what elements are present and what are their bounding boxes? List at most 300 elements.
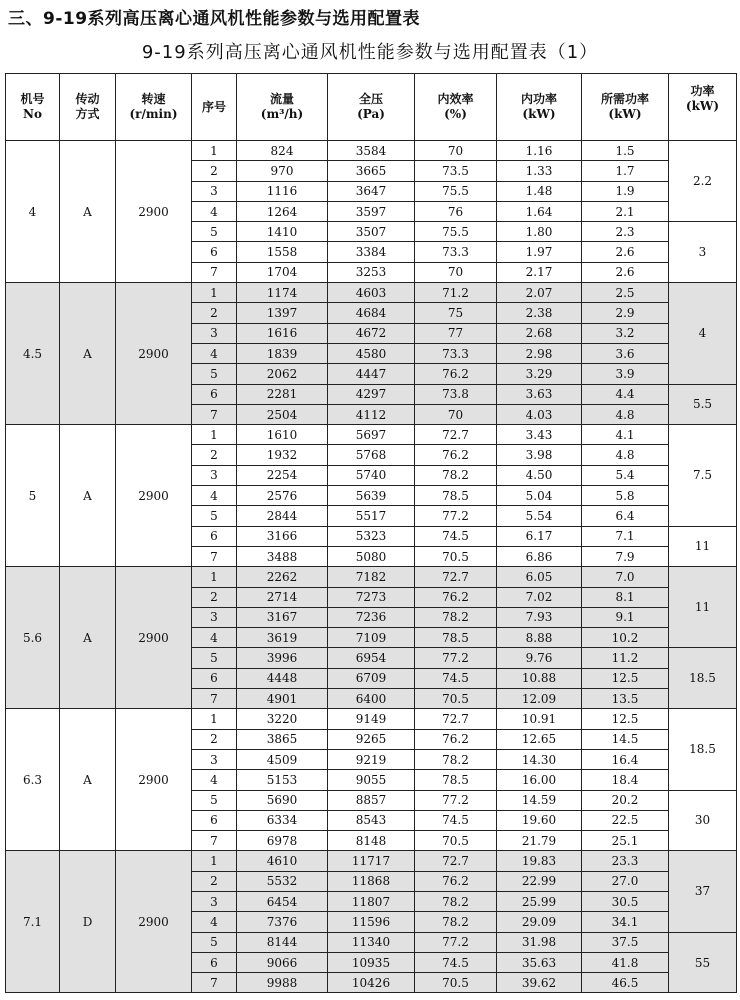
cell-flow: 6978 xyxy=(237,831,328,851)
cell-flow: 4610 xyxy=(237,851,328,871)
cell-flow: 5690 xyxy=(237,790,328,810)
cell-internal-power: 5.04 xyxy=(497,486,582,506)
cell-required-power: 10.2 xyxy=(582,628,669,648)
cell-efficiency: 72.7 xyxy=(415,851,497,871)
cell-internal-power: 1.80 xyxy=(497,222,582,242)
cell-efficiency: 72.7 xyxy=(415,567,497,587)
cell-flow: 1932 xyxy=(237,445,328,465)
cell-fan-no: 6.3 xyxy=(6,709,60,851)
cell-efficiency: 73.5 xyxy=(415,161,497,181)
cell-efficiency: 75 xyxy=(415,303,497,323)
header-required-power: 所需功率 (kW) xyxy=(582,74,669,141)
cell-fan-no: 5.6 xyxy=(6,567,60,709)
cell-internal-power: 19.60 xyxy=(497,810,582,830)
cell-seq: 3 xyxy=(192,323,237,343)
cell-pressure: 11340 xyxy=(328,932,415,952)
cell-seq: 5 xyxy=(192,506,237,526)
cell-required-power: 7.1 xyxy=(582,526,669,546)
cell-flow: 1174 xyxy=(237,283,328,303)
cell-internal-power: 4.50 xyxy=(497,465,582,485)
cell-motor-power: 37 xyxy=(669,851,737,932)
cell-required-power: 34.1 xyxy=(582,912,669,932)
cell-seq: 1 xyxy=(192,567,237,587)
cell-internal-power: 7.02 xyxy=(497,587,582,607)
cell-motor-power: 5.5 xyxy=(669,384,737,425)
cell-required-power: 12.5 xyxy=(582,709,669,729)
cell-efficiency: 76.2 xyxy=(415,587,497,607)
cell-seq: 7 xyxy=(192,546,237,566)
cell-pressure: 4297 xyxy=(328,384,415,404)
cell-seq: 1 xyxy=(192,425,237,445)
cell-efficiency: 78.2 xyxy=(415,912,497,932)
cell-required-power: 9.1 xyxy=(582,607,669,627)
cell-pressure: 7236 xyxy=(328,607,415,627)
cell-efficiency: 70 xyxy=(415,141,497,161)
cell-flow: 1410 xyxy=(237,222,328,242)
cell-required-power: 27.0 xyxy=(582,871,669,891)
cell-motor-power: 11 xyxy=(669,567,737,648)
cell-motor-power: 3 xyxy=(669,222,737,283)
cell-flow: 9066 xyxy=(237,952,328,972)
cell-efficiency: 72.7 xyxy=(415,709,497,729)
cell-internal-power: 6.86 xyxy=(497,546,582,566)
cell-pressure: 5323 xyxy=(328,526,415,546)
cell-efficiency: 78.5 xyxy=(415,770,497,790)
cell-required-power: 2.6 xyxy=(582,242,669,262)
cell-required-power: 46.5 xyxy=(582,973,669,993)
cell-seq: 4 xyxy=(192,912,237,932)
cell-required-power: 1.9 xyxy=(582,181,669,201)
cell-internal-power: 2.98 xyxy=(497,343,582,363)
cell-internal-power: 5.54 xyxy=(497,506,582,526)
cell-internal-power: 10.91 xyxy=(497,709,582,729)
header-efficiency: 内效率 (%) xyxy=(415,74,497,141)
cell-efficiency: 73.3 xyxy=(415,343,497,363)
cell-seq: 6 xyxy=(192,952,237,972)
cell-flow: 3619 xyxy=(237,628,328,648)
header-motor-power: 功率 (kW) xyxy=(669,74,737,141)
cell-internal-power: 31.98 xyxy=(497,932,582,952)
cell-required-power: 6.4 xyxy=(582,506,669,526)
cell-seq: 4 xyxy=(192,770,237,790)
header-seq: 序号 xyxy=(192,74,237,141)
header-internal-power: 内功率 (kW) xyxy=(497,74,582,141)
cell-required-power: 5.8 xyxy=(582,486,669,506)
cell-flow: 2281 xyxy=(237,384,328,404)
cell-speed: 2900 xyxy=(116,851,192,993)
cell-internal-power: 12.09 xyxy=(497,689,582,709)
cell-required-power: 7.0 xyxy=(582,567,669,587)
cell-required-power: 4.8 xyxy=(582,404,669,424)
cell-efficiency: 70 xyxy=(415,262,497,282)
cell-seq: 3 xyxy=(192,181,237,201)
cell-fan-no: 5 xyxy=(6,425,60,567)
cell-required-power: 16.4 xyxy=(582,749,669,769)
table-row xyxy=(6,283,737,303)
cell-motor-power: 30 xyxy=(669,790,737,851)
cell-seq: 7 xyxy=(192,262,237,282)
cell-efficiency: 74.5 xyxy=(415,526,497,546)
cell-seq: 5 xyxy=(192,364,237,384)
cell-efficiency: 75.5 xyxy=(415,181,497,201)
cell-seq: 5 xyxy=(192,222,237,242)
cell-internal-power: 16.00 xyxy=(497,770,582,790)
cell-pressure: 11596 xyxy=(328,912,415,932)
cell-seq: 5 xyxy=(192,790,237,810)
cell-flow: 824 xyxy=(237,141,328,161)
cell-drive: A xyxy=(60,709,116,851)
cell-efficiency: 70.5 xyxy=(415,689,497,709)
cell-flow: 3865 xyxy=(237,729,328,749)
cell-speed: 2900 xyxy=(116,425,192,567)
cell-flow: 3996 xyxy=(237,648,328,668)
cell-internal-power: 6.05 xyxy=(497,567,582,587)
cell-flow: 3166 xyxy=(237,526,328,546)
cell-internal-power: 2.38 xyxy=(497,303,582,323)
cell-seq: 4 xyxy=(192,201,237,221)
header-row xyxy=(6,74,737,141)
header-flow: 流量 (m³/h) xyxy=(237,74,328,141)
cell-internal-power: 2.68 xyxy=(497,323,582,343)
cell-flow: 3220 xyxy=(237,709,328,729)
cell-flow: 4448 xyxy=(237,668,328,688)
cell-pressure: 9055 xyxy=(328,770,415,790)
cell-required-power: 22.5 xyxy=(582,810,669,830)
cell-pressure: 6709 xyxy=(328,668,415,688)
cell-required-power: 41.8 xyxy=(582,952,669,972)
cell-pressure: 5697 xyxy=(328,425,415,445)
cell-pressure: 4684 xyxy=(328,303,415,323)
header-no: 机号 No xyxy=(6,74,60,141)
cell-seq: 7 xyxy=(192,831,237,851)
cell-seq: 4 xyxy=(192,628,237,648)
cell-efficiency: 76.2 xyxy=(415,364,497,384)
cell-seq: 1 xyxy=(192,851,237,871)
cell-motor-power: 18.5 xyxy=(669,648,737,709)
table-row xyxy=(6,567,737,587)
cell-efficiency: 70.5 xyxy=(415,973,497,993)
cell-required-power: 30.5 xyxy=(582,891,669,911)
cell-required-power: 7.9 xyxy=(582,546,669,566)
fan-performance-table xyxy=(5,73,737,993)
cell-internal-power: 1.48 xyxy=(497,181,582,201)
cell-pressure: 4112 xyxy=(328,404,415,424)
cell-seq: 5 xyxy=(192,932,237,952)
cell-internal-power: 1.64 xyxy=(497,201,582,221)
cell-efficiency: 73.3 xyxy=(415,242,497,262)
cell-flow: 3167 xyxy=(237,607,328,627)
cell-required-power: 4.1 xyxy=(582,425,669,445)
cell-flow: 6454 xyxy=(237,891,328,911)
cell-seq: 6 xyxy=(192,668,237,688)
cell-seq: 3 xyxy=(192,607,237,627)
cell-drive: A xyxy=(60,567,116,709)
cell-flow: 2062 xyxy=(237,364,328,384)
cell-efficiency: 70.5 xyxy=(415,831,497,851)
cell-pressure: 10935 xyxy=(328,952,415,972)
cell-flow: 1397 xyxy=(237,303,328,323)
cell-required-power: 1.7 xyxy=(582,161,669,181)
cell-seq: 3 xyxy=(192,465,237,485)
cell-flow: 1704 xyxy=(237,262,328,282)
cell-seq: 4 xyxy=(192,486,237,506)
cell-efficiency: 78.2 xyxy=(415,891,497,911)
cell-motor-power: 55 xyxy=(669,932,737,993)
cell-seq: 6 xyxy=(192,384,237,404)
table-row xyxy=(6,709,737,729)
cell-internal-power: 22.99 xyxy=(497,871,582,891)
cell-speed: 2900 xyxy=(116,709,192,851)
cell-internal-power: 9.76 xyxy=(497,648,582,668)
cell-drive: D xyxy=(60,851,116,993)
cell-speed: 2900 xyxy=(116,567,192,709)
cell-required-power: 25.1 xyxy=(582,831,669,851)
cell-flow: 1616 xyxy=(237,323,328,343)
cell-required-power: 3.2 xyxy=(582,323,669,343)
cell-internal-power: 6.17 xyxy=(497,526,582,546)
cell-drive: A xyxy=(60,283,116,425)
cell-efficiency: 74.5 xyxy=(415,952,497,972)
cell-pressure: 3597 xyxy=(328,201,415,221)
cell-flow: 1839 xyxy=(237,343,328,363)
cell-internal-power: 1.16 xyxy=(497,141,582,161)
cell-internal-power: 1.33 xyxy=(497,161,582,181)
cell-speed: 2900 xyxy=(116,283,192,425)
cell-efficiency: 78.2 xyxy=(415,465,497,485)
cell-internal-power: 14.30 xyxy=(497,749,582,769)
cell-seq: 2 xyxy=(192,729,237,749)
cell-pressure: 6954 xyxy=(328,648,415,668)
cell-internal-power: 29.09 xyxy=(497,912,582,932)
header-speed: 转速 (r/min) xyxy=(116,74,192,141)
cell-pressure: 7182 xyxy=(328,567,415,587)
cell-seq: 3 xyxy=(192,749,237,769)
cell-required-power: 2.1 xyxy=(582,201,669,221)
cell-seq: 2 xyxy=(192,587,237,607)
cell-pressure: 8543 xyxy=(328,810,415,830)
cell-motor-power: 2.2 xyxy=(669,141,737,222)
cell-efficiency: 77.2 xyxy=(415,506,497,526)
cell-seq: 7 xyxy=(192,689,237,709)
cell-seq: 1 xyxy=(192,283,237,303)
section-title: 三、9-19系列高压离心通风机性能参数与选用配置表 xyxy=(8,9,421,29)
cell-internal-power: 1.97 xyxy=(497,242,582,262)
cell-efficiency: 77.2 xyxy=(415,648,497,668)
cell-internal-power: 3.29 xyxy=(497,364,582,384)
cell-required-power: 4.4 xyxy=(582,384,669,404)
cell-efficiency: 78.5 xyxy=(415,486,497,506)
cell-pressure: 8857 xyxy=(328,790,415,810)
cell-efficiency: 78.2 xyxy=(415,749,497,769)
cell-flow: 3488 xyxy=(237,546,328,566)
cell-required-power: 1.5 xyxy=(582,141,669,161)
cell-flow: 6334 xyxy=(237,810,328,830)
cell-pressure: 9149 xyxy=(328,709,415,729)
cell-efficiency: 74.5 xyxy=(415,810,497,830)
cell-required-power: 11.2 xyxy=(582,648,669,668)
cell-pressure: 5517 xyxy=(328,506,415,526)
cell-pressure: 5080 xyxy=(328,546,415,566)
cell-internal-power: 2.07 xyxy=(497,283,582,303)
cell-required-power: 23.3 xyxy=(582,851,669,871)
cell-required-power: 37.5 xyxy=(582,932,669,952)
cell-pressure: 11868 xyxy=(328,871,415,891)
cell-pressure: 7273 xyxy=(328,587,415,607)
cell-seq: 3 xyxy=(192,891,237,911)
header-drive: 传动 方式 xyxy=(60,74,116,141)
cell-internal-power: 39.62 xyxy=(497,973,582,993)
cell-required-power: 3.6 xyxy=(582,343,669,363)
cell-efficiency: 78.2 xyxy=(415,607,497,627)
cell-pressure: 9265 xyxy=(328,729,415,749)
cell-motor-power: 11 xyxy=(669,526,737,567)
cell-efficiency: 70.5 xyxy=(415,546,497,566)
cell-seq: 2 xyxy=(192,161,237,181)
cell-pressure: 3507 xyxy=(328,222,415,242)
table-row xyxy=(6,141,737,161)
cell-pressure: 5740 xyxy=(328,465,415,485)
cell-pressure: 6400 xyxy=(328,689,415,709)
cell-required-power: 2.3 xyxy=(582,222,669,242)
cell-internal-power: 12.65 xyxy=(497,729,582,749)
cell-seq: 6 xyxy=(192,526,237,546)
header-pressure: 全压 (Pa) xyxy=(328,74,415,141)
table-body xyxy=(6,141,737,993)
cell-efficiency: 71.2 xyxy=(415,283,497,303)
cell-seq: 5 xyxy=(192,648,237,668)
cell-required-power: 8.1 xyxy=(582,587,669,607)
cell-flow: 1264 xyxy=(237,201,328,221)
cell-pressure: 5768 xyxy=(328,445,415,465)
cell-seq: 2 xyxy=(192,871,237,891)
table-row xyxy=(6,851,737,871)
cell-efficiency: 76.2 xyxy=(415,445,497,465)
cell-efficiency: 72.7 xyxy=(415,425,497,445)
cell-flow: 4901 xyxy=(237,689,328,709)
cell-required-power: 2.9 xyxy=(582,303,669,323)
cell-flow: 7376 xyxy=(237,912,328,932)
cell-internal-power: 19.83 xyxy=(497,851,582,871)
cell-internal-power: 2.17 xyxy=(497,262,582,282)
cell-flow: 2714 xyxy=(237,587,328,607)
cell-pressure: 3253 xyxy=(328,262,415,282)
cell-speed: 2900 xyxy=(116,141,192,283)
cell-seq: 2 xyxy=(192,445,237,465)
cell-required-power: 13.5 xyxy=(582,689,669,709)
cell-pressure: 3647 xyxy=(328,181,415,201)
cell-motor-power: 7.5 xyxy=(669,425,737,526)
cell-seq: 2 xyxy=(192,303,237,323)
cell-seq: 1 xyxy=(192,709,237,729)
cell-fan-no: 7.1 xyxy=(6,851,60,993)
cell-flow: 5153 xyxy=(237,770,328,790)
cell-pressure: 4580 xyxy=(328,343,415,363)
cell-drive: A xyxy=(60,141,116,283)
cell-pressure: 7109 xyxy=(328,628,415,648)
cell-efficiency: 78.5 xyxy=(415,628,497,648)
cell-efficiency: 76.2 xyxy=(415,871,497,891)
cell-required-power: 18.4 xyxy=(582,770,669,790)
cell-flow: 4509 xyxy=(237,749,328,769)
cell-flow: 2254 xyxy=(237,465,328,485)
cell-efficiency: 74.5 xyxy=(415,668,497,688)
cell-flow: 5532 xyxy=(237,871,328,891)
cell-pressure: 3384 xyxy=(328,242,415,262)
cell-motor-power: 18.5 xyxy=(669,709,737,790)
cell-internal-power: 3.63 xyxy=(497,384,582,404)
cell-required-power: 4.8 xyxy=(582,445,669,465)
cell-internal-power: 8.88 xyxy=(497,628,582,648)
cell-flow: 8144 xyxy=(237,932,328,952)
cell-pressure: 4672 xyxy=(328,323,415,343)
cell-pressure: 8148 xyxy=(328,831,415,851)
cell-pressure: 3665 xyxy=(328,161,415,181)
cell-motor-power: 4 xyxy=(669,283,737,384)
cell-pressure: 4603 xyxy=(328,283,415,303)
cell-required-power: 5.4 xyxy=(582,465,669,485)
cell-flow: 2262 xyxy=(237,567,328,587)
cell-pressure: 9219 xyxy=(328,749,415,769)
cell-pressure: 5639 xyxy=(328,486,415,506)
cell-flow: 9988 xyxy=(237,973,328,993)
cell-fan-no: 4 xyxy=(6,141,60,283)
cell-pressure: 10426 xyxy=(328,973,415,993)
cell-efficiency: 76 xyxy=(415,201,497,221)
cell-internal-power: 21.79 xyxy=(497,831,582,851)
cell-efficiency: 77 xyxy=(415,323,497,343)
cell-pressure: 11807 xyxy=(328,891,415,911)
cell-required-power: 3.9 xyxy=(582,364,669,384)
cell-flow: 2576 xyxy=(237,486,328,506)
cell-seq: 6 xyxy=(192,242,237,262)
cell-efficiency: 73.8 xyxy=(415,384,497,404)
cell-internal-power: 4.03 xyxy=(497,404,582,424)
table-title: 9-19系列高压离心通风机性能参数与选用配置表（1） xyxy=(141,42,599,63)
cell-internal-power: 35.63 xyxy=(497,952,582,972)
cell-internal-power: 10.88 xyxy=(497,668,582,688)
cell-efficiency: 75.5 xyxy=(415,222,497,242)
cell-efficiency: 70 xyxy=(415,404,497,424)
cell-internal-power: 25.99 xyxy=(497,891,582,911)
cell-seq: 4 xyxy=(192,343,237,363)
cell-required-power: 14.5 xyxy=(582,729,669,749)
cell-flow: 970 xyxy=(237,161,328,181)
cell-seq: 7 xyxy=(192,404,237,424)
cell-flow: 1558 xyxy=(237,242,328,262)
cell-internal-power: 7.93 xyxy=(497,607,582,627)
cell-seq: 6 xyxy=(192,810,237,830)
cell-required-power: 2.5 xyxy=(582,283,669,303)
cell-internal-power: 3.43 xyxy=(497,425,582,445)
cell-efficiency: 77.2 xyxy=(415,932,497,952)
cell-pressure: 11717 xyxy=(328,851,415,871)
cell-efficiency: 76.2 xyxy=(415,729,497,749)
cell-flow: 1610 xyxy=(237,425,328,445)
cell-flow: 1116 xyxy=(237,181,328,201)
cell-seq: 1 xyxy=(192,141,237,161)
cell-seq: 7 xyxy=(192,973,237,993)
cell-flow: 2504 xyxy=(237,404,328,424)
cell-drive: A xyxy=(60,425,116,567)
cell-pressure: 3584 xyxy=(328,141,415,161)
cell-required-power: 2.6 xyxy=(582,262,669,282)
cell-flow: 2844 xyxy=(237,506,328,526)
cell-internal-power: 3.98 xyxy=(497,445,582,465)
cell-fan-no: 4.5 xyxy=(6,283,60,425)
cell-internal-power: 14.59 xyxy=(497,790,582,810)
cell-efficiency: 77.2 xyxy=(415,790,497,810)
cell-required-power: 12.5 xyxy=(582,668,669,688)
